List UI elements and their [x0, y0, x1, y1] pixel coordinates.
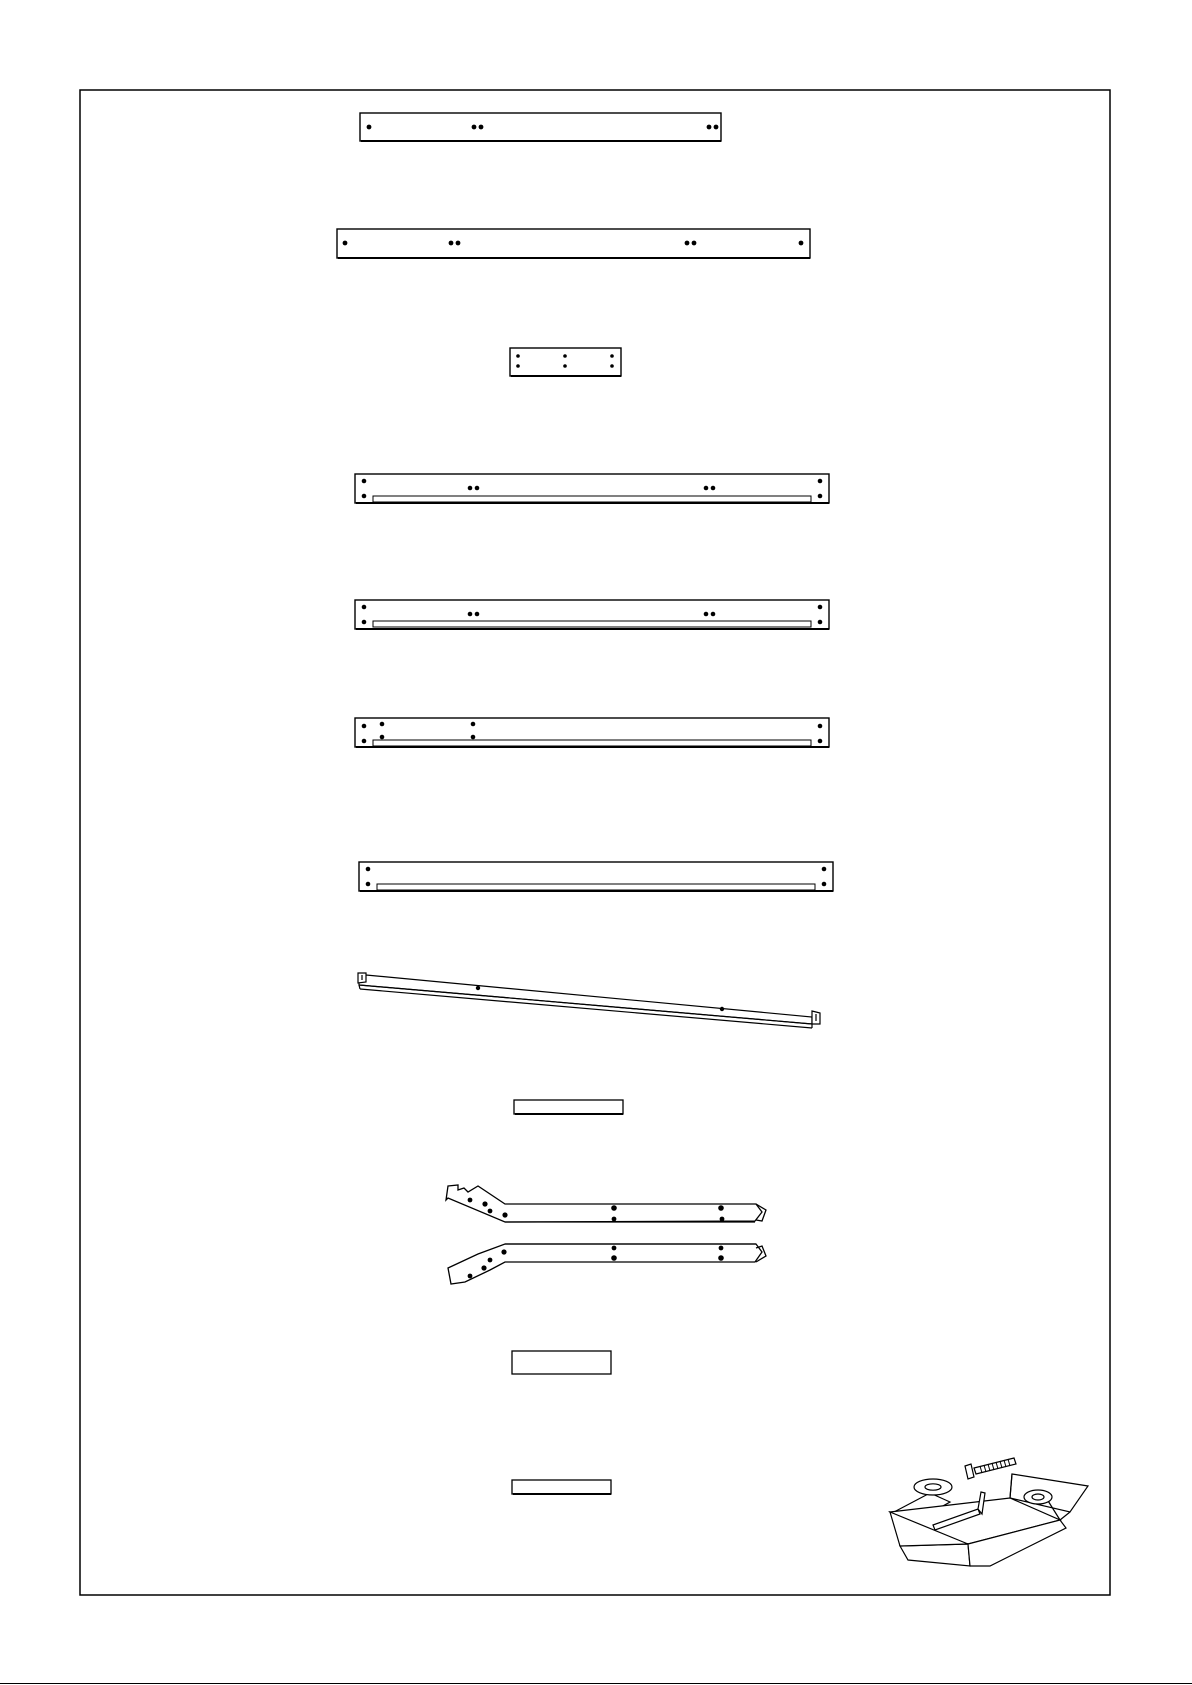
part-slotted-rail-1 [355, 474, 829, 503]
plate-holes [516, 354, 614, 368]
hardware-box-icon [890, 1458, 1088, 1566]
page-frame [80, 90, 1110, 1595]
part-bracket-pair [446, 1185, 766, 1284]
rail-4-holes [362, 479, 823, 499]
rail-1-holes [367, 125, 719, 130]
rail-2-holes [343, 241, 804, 246]
bracket-upper [446, 1185, 766, 1222]
part-slotted-rail-3 [355, 718, 829, 747]
bracket-lower [448, 1244, 766, 1284]
rail-7-holes [366, 867, 827, 887]
part-small-block [512, 1351, 611, 1374]
part-angle-bar [358, 973, 820, 1028]
part-slotted-rail-4 [359, 862, 833, 891]
page-bottom-rule [0, 1683, 1192, 1684]
part-flat-rail-1 [360, 113, 721, 141]
part-small-bar-1 [514, 1100, 623, 1114]
part-small-bar-2 [512, 1480, 611, 1494]
part-short-plate [510, 348, 621, 376]
part-flat-rail-2 [337, 229, 810, 258]
part-slotted-rail-2 [355, 600, 829, 629]
